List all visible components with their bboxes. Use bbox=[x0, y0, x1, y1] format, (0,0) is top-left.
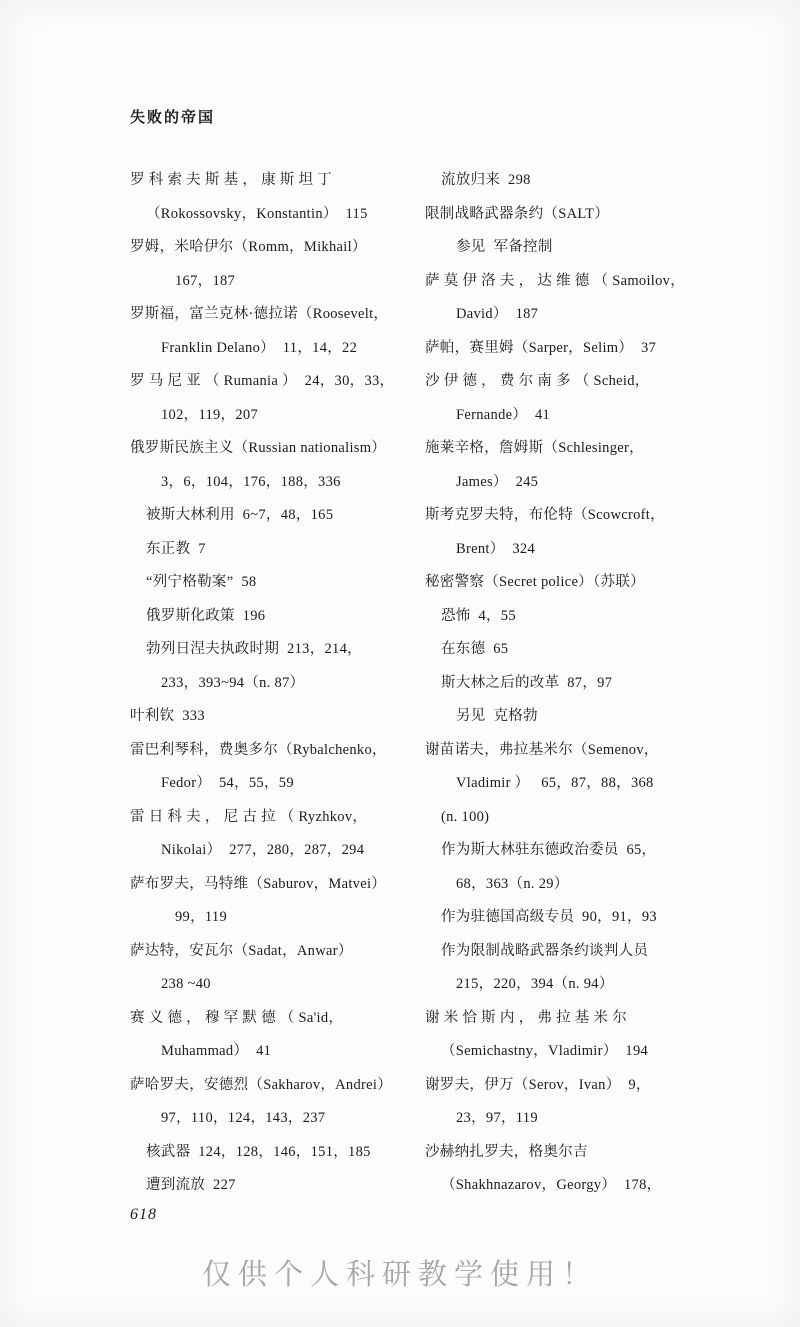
index-line: 215，220，394（n. 94） bbox=[456, 976, 614, 992]
index-line: （Semichastny，Vladimir） 194 bbox=[441, 1043, 649, 1059]
index-line: 遭到流放 227 bbox=[146, 1177, 236, 1193]
index-column-right bbox=[425, 164, 702, 1203]
index-line: 作为斯大林驻东德政治委员 65， bbox=[441, 842, 657, 858]
index-line: (n. 100) bbox=[441, 808, 490, 825]
index-line: 68，363（n. 29） bbox=[456, 875, 569, 892]
watermark: 仅供个人科研教学使用！ bbox=[201, 1259, 598, 1291]
index-line: 限制战略武器条约（SALT） bbox=[425, 205, 610, 222]
index-line: 作为驻德国高级专员 90，91，93 bbox=[441, 909, 657, 925]
index-line: 叶利钦 333 bbox=[130, 708, 205, 724]
index-line: 沙 伊 德 ， 费 尔 南 多 （ Scheid， bbox=[425, 373, 650, 389]
index-line: 在东德 65 bbox=[441, 641, 509, 657]
index-line: 施莱辛格，詹姆斯（Schlesinger， bbox=[425, 440, 644, 456]
index-line: 238 ~40 bbox=[161, 976, 211, 992]
index-line: 流放归来 298 bbox=[441, 172, 531, 188]
index-line: 另见 克格勃 bbox=[456, 708, 538, 724]
index-line: 谢 米 恰 斯 内 ， 弗 拉 基 米 尔 bbox=[425, 1009, 628, 1026]
index-line: Vladimir ） 65，87，88，368 bbox=[456, 775, 654, 791]
page-number: 618 bbox=[130, 1206, 157, 1223]
index-line: Muhammad） 41 bbox=[161, 1043, 272, 1059]
index-line: 勃列日涅夫执政时期 213，214， bbox=[146, 641, 362, 657]
index-line: 萨布罗夫，马特维（Saburov，Matvei） bbox=[130, 875, 387, 892]
running-header: 失败的帝国 bbox=[130, 110, 216, 126]
index-line: 谢苗诺夫，弗拉基米尔（Semenov， bbox=[425, 741, 659, 758]
index-line: 沙赫纳扎罗夫，格奥尔吉 bbox=[425, 1143, 588, 1160]
index-line: 被斯大林利用 6~7，48，165 bbox=[146, 507, 334, 523]
index-line: 罗斯福，富兰克林·德拉诺（Roosevelt， bbox=[130, 306, 389, 322]
index-line: 俄罗斯民族主义（Russian nationalism） bbox=[130, 440, 387, 456]
index-line: Brent） 324 bbox=[456, 540, 536, 557]
index-line: 萨 莫 伊 洛 夫 ， 达 维 德 （ Samoilov， bbox=[425, 272, 686, 289]
index-line: 谢罗夫，伊万（Serov，Ivan） 9， bbox=[425, 1076, 651, 1093]
index-line: 23，97，119 bbox=[456, 1110, 538, 1126]
index-line: 102，119，207 bbox=[161, 406, 259, 423]
index-line: James） 245 bbox=[456, 473, 539, 490]
index-line: （Shakhnazarov，Georgy） 178， bbox=[441, 1177, 662, 1193]
index-line: 萨帕，赛里姆（Sarper，Selim） 37 bbox=[425, 339, 657, 356]
index-line: “列宁格勒案” 58 bbox=[146, 574, 257, 590]
index-line: 罗姆，米哈伊尔（Romm，Mikhail） bbox=[130, 239, 367, 255]
index-line: 俄罗斯化政策 196 bbox=[146, 607, 266, 624]
index-line: 233，393~94（n. 87） bbox=[161, 674, 305, 691]
index-line: 参见 军备控制 bbox=[456, 239, 553, 255]
index-line: 罗 科 索 夫 斯 基 ， 康 斯 坦 丁 bbox=[130, 172, 333, 188]
index-line: 东正教 7 bbox=[146, 540, 206, 557]
index-line: 恐怖 4，55 bbox=[441, 607, 516, 624]
index-line: 斯考克罗夫特，布伦特（Scowcroft， bbox=[425, 507, 665, 523]
index-line: Nikolai） 277，280，287，294 bbox=[161, 842, 365, 858]
index-line: 167，187 bbox=[175, 272, 236, 289]
index-line: 核武器 124，128，146，151，185 bbox=[146, 1143, 371, 1160]
index-line: Fedor） 54，55，59 bbox=[161, 775, 294, 791]
index-line: 萨哈罗夫，安德烈（Sakharov，Andrei） bbox=[130, 1076, 393, 1093]
index-line: （Rokossovsky，Konstantin） 115 bbox=[146, 205, 368, 222]
index-line: 斯大林之后的改革 87，97 bbox=[441, 674, 613, 691]
index-line: 作为限制战略武器条约谈判人员 bbox=[441, 942, 649, 959]
index-line: 罗 马 尼 亚 （ Rumania ） 24，30，33， bbox=[130, 373, 395, 389]
index-line: 雷 日 科 夫 ， 尼 古 拉 （ Ryzhkov， bbox=[130, 808, 368, 825]
index-line: 赛 义 德 ， 穆 罕 默 德 （ Sa'id， bbox=[130, 1009, 344, 1026]
index-line: 萨达特，安瓦尔（Sadat，Anwar） bbox=[130, 942, 353, 959]
index-column-left bbox=[130, 164, 407, 1203]
index-columns bbox=[130, 164, 702, 1203]
index-line: 秘密警察（Secret police）（苏联） bbox=[425, 574, 645, 590]
index-line: Franklin Delano） 11，14，22 bbox=[161, 339, 358, 356]
index-line: 97，110，124，143，237 bbox=[161, 1110, 326, 1126]
index-line: Fernande） 41 bbox=[456, 406, 551, 423]
index-line: 雷巴利琴科，费奥多尔（Rybalchenko， bbox=[130, 741, 387, 758]
index-line: 3，6，104，176，188，336 bbox=[161, 473, 341, 490]
index-line: 99，119 bbox=[175, 909, 228, 925]
index-line: David） 187 bbox=[456, 306, 539, 322]
